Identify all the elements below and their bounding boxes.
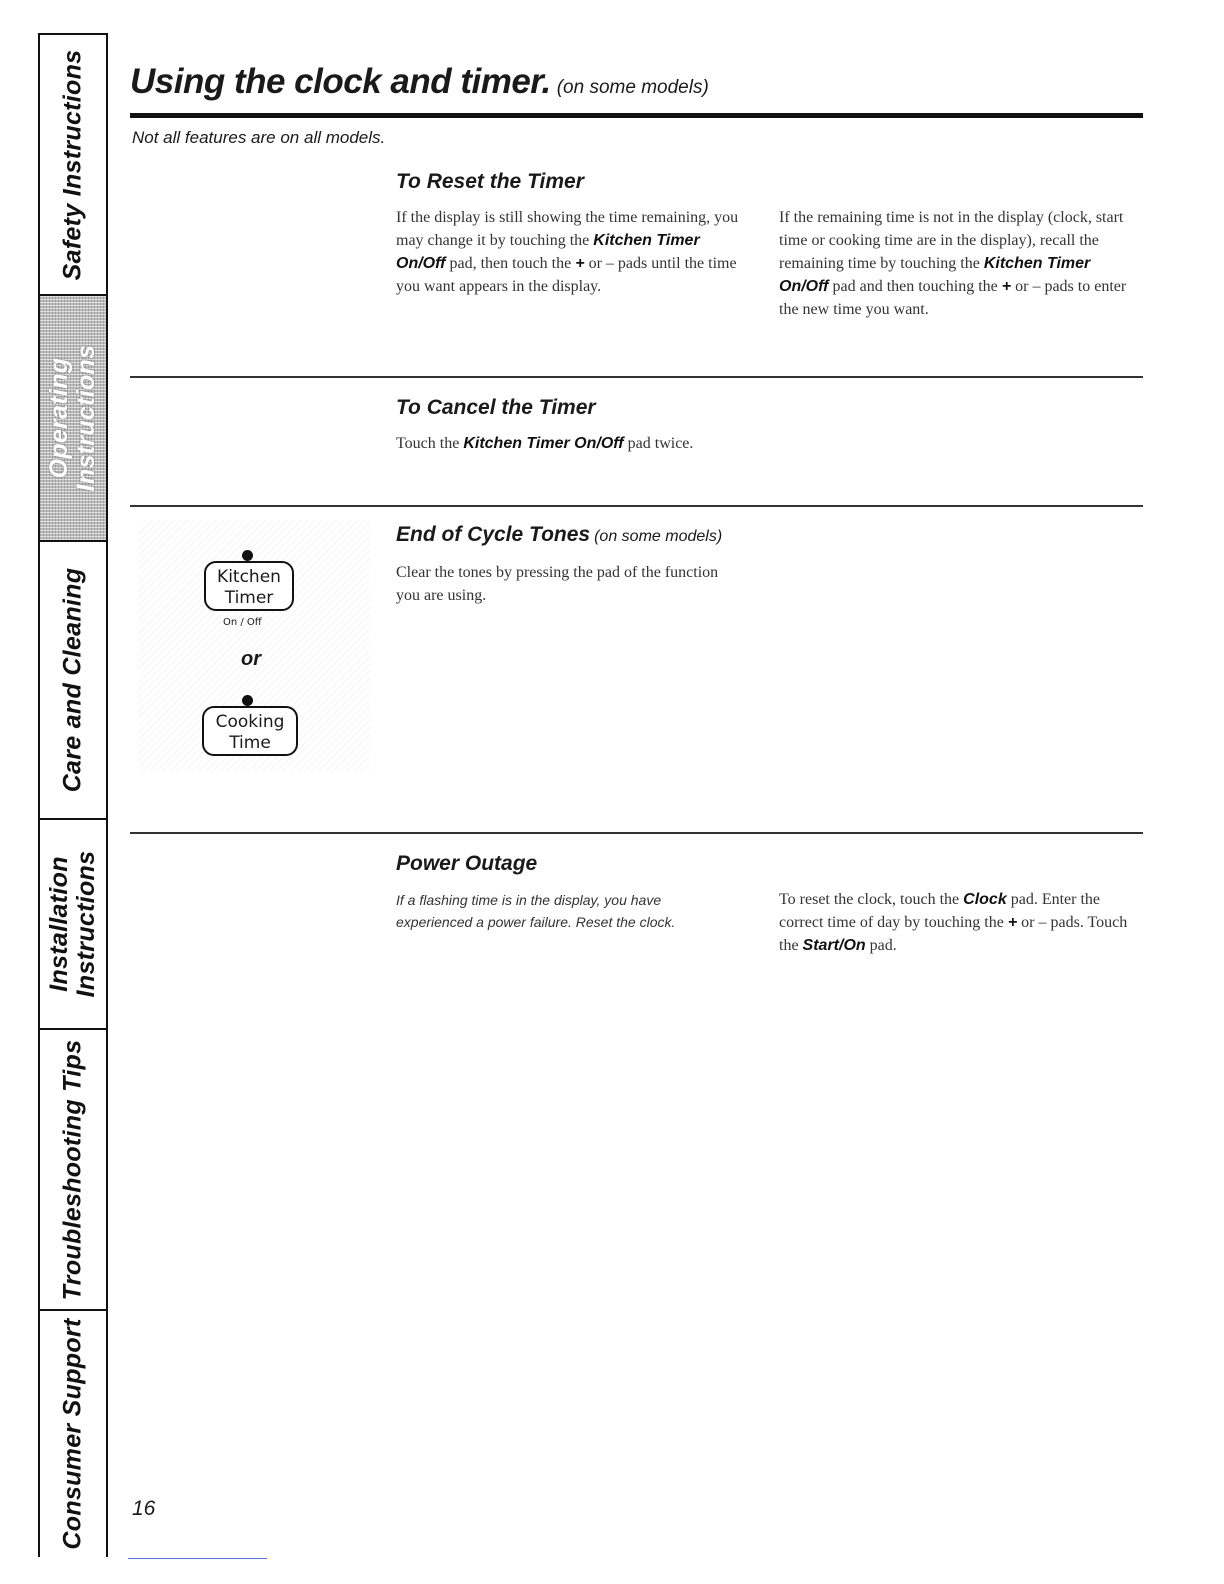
keypad-illustration — [138, 520, 370, 772]
page-number: 16 — [132, 1497, 156, 1520]
tab-consumer-support[interactable] — [40, 1311, 106, 1557]
text-run: If the remaining time is not in the display (clock, start time or cooking time are in the display), recall the remaining time by touching the — [779, 209, 1124, 272]
text-run: or – pads. Touch the — [779, 914, 1128, 954]
tab-safety-instructions[interactable] — [40, 33, 106, 296]
text-run: or – pads until the time you want appears in the display. — [396, 255, 737, 295]
kitchen-timer-pad-line1: Kitchen — [217, 567, 281, 587]
tab-label-operating: Operating Instructions — [45, 344, 100, 492]
end-cycle-heading-text: End of Cycle Tones — [396, 523, 591, 546]
tab-care-and-cleaning[interactable] — [40, 542, 106, 820]
tab-label-troubleshooting: Troubleshooting Tips — [58, 1039, 87, 1300]
cooking-time-pad — [202, 706, 298, 756]
kitchen-timer-pad — [204, 561, 294, 611]
page-title-block — [130, 62, 709, 102]
cooking-time-pad-line2: Time — [229, 733, 271, 753]
indicator-light-icon — [242, 695, 253, 706]
keyword-clock: Clock — [963, 891, 1007, 908]
keyword-start-on: Start/On — [802, 937, 866, 954]
end-cycle-heading-note: (on some models) — [594, 528, 723, 545]
keyword-kitchen-timer: Kitchen Timer On/Off — [779, 255, 1091, 295]
kitchen-timer-sublabel: On / Off — [223, 617, 262, 628]
keyword-kitchen-timer: Kitchen Timer On/Off — [463, 435, 624, 452]
sidebar-nav — [38, 33, 108, 1557]
end-cycle-heading — [396, 523, 722, 547]
tab-label-safety: Safety Instructions — [58, 49, 87, 280]
text-run: or – pads to enter the new time you want. — [779, 278, 1127, 318]
page-subtitle: Not all features are on all models. — [132, 128, 386, 147]
power-outage-heading: Power Outage — [396, 852, 538, 875]
tab-operating-instructions[interactable] — [40, 296, 106, 542]
text-run: pad. Enter the correct time of day by touching the — [779, 891, 1101, 931]
or-label: or — [241, 648, 261, 670]
text-run: pad and then touching the — [832, 278, 998, 295]
indicator-light-icon — [242, 550, 253, 561]
title-divider — [130, 113, 1143, 118]
tab-installation-instructions[interactable] — [40, 820, 106, 1030]
cancel-timer-paragraph — [396, 432, 796, 455]
reset-timer-right-paragraph — [779, 206, 1131, 321]
cooking-time-pad-line1: Cooking — [215, 712, 285, 732]
power-outage-right-paragraph — [779, 888, 1131, 957]
text-run: If the display is still showing the time remaining, you may change it by touching the — [396, 209, 739, 249]
tab-label-consumer: Consumer Support — [58, 1318, 87, 1550]
text-run: pad twice. — [627, 435, 694, 452]
power-outage-left-paragraph: If a flashing time is in the display, you have experienced a power failure. Reset the clock. — [396, 892, 676, 930]
keyword-kitchen-timer: Kitchen Timer On/Off — [396, 232, 700, 272]
text-run: To reset the clock, touch the — [779, 891, 960, 908]
keyword-plus: + — [1001, 278, 1012, 295]
section-divider — [130, 376, 1143, 378]
keyword-plus: + — [1007, 914, 1018, 931]
reset-timer-heading: To Reset the Timer — [396, 170, 584, 193]
reset-timer-left-paragraph — [396, 206, 746, 298]
page-title-note: (on some models) — [556, 77, 709, 98]
footer-link-underline — [128, 1558, 267, 1559]
tab-label-installation: Installation Instructions — [45, 850, 100, 998]
tab-troubleshooting-tips[interactable] — [40, 1030, 106, 1311]
text-run: pad. — [869, 937, 897, 954]
page-title: Using the clock and timer. — [130, 62, 551, 101]
cancel-timer-heading: To Cancel the Timer — [396, 396, 596, 419]
section-divider — [130, 505, 1143, 507]
keyword-plus: + — [575, 255, 585, 272]
section-divider — [130, 832, 1143, 834]
end-cycle-paragraph: Clear the tones by pressing the pad of the function you are using. — [396, 564, 719, 604]
text-run: Touch the — [396, 435, 460, 452]
tab-label-care: Care and Cleaning — [58, 567, 87, 793]
kitchen-timer-pad-line2: Timer — [224, 588, 274, 608]
text-run: pad, then touch the — [449, 255, 572, 272]
